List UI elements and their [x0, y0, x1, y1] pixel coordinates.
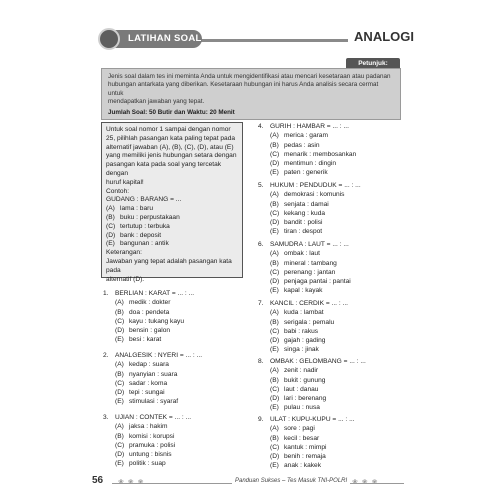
answer-option[interactable] [258, 268, 351, 277]
option-text: menarik : membosankan [284, 150, 357, 158]
question [103, 351, 202, 407]
option-letter: (E) [106, 240, 115, 248]
answer-option[interactable] [258, 277, 351, 286]
option-letter: (D) [270, 337, 280, 345]
header-title: LATIHAN SOAL [128, 33, 202, 44]
option-text: untung : bisnis [129, 451, 172, 459]
answer-option[interactable] [103, 298, 194, 307]
question-stem: KANCIL : CERDIK = ... : ... [270, 300, 348, 307]
example-option [106, 232, 238, 241]
option-letter: (D) [270, 395, 280, 403]
question-head [258, 415, 355, 424]
answer-option[interactable] [258, 443, 355, 452]
option-letter: (E) [115, 460, 124, 468]
answer-option[interactable] [103, 422, 191, 431]
option-text: mentimun : dingin [284, 160, 337, 168]
header-circle-icon [98, 28, 120, 50]
question-head [258, 181, 361, 190]
option-letter: (C) [270, 209, 280, 217]
question-head [103, 351, 202, 360]
option-text: pedas : asin [284, 141, 320, 149]
option-text: perenang : jantan [284, 268, 336, 276]
option-text: politik : suap [129, 460, 166, 468]
question-number: 9. [258, 416, 264, 423]
answer-option[interactable] [258, 366, 366, 375]
option-letter: (A) [106, 205, 115, 213]
option-letter: (C) [270, 268, 280, 276]
option-letter: (A) [115, 361, 124, 369]
answer-option[interactable] [258, 461, 355, 470]
option-text: bensin : galon [129, 327, 171, 335]
option-text: doa : pendeta [129, 308, 170, 316]
footer-ornament-icon: ❀ ❀ ❀ [352, 479, 379, 486]
question-stem: ANALGESIK : NYERI = ... : ... [115, 352, 203, 359]
option-text: anak : kakek [284, 462, 322, 470]
option-letter: (C) [270, 327, 280, 335]
answer-option[interactable] [258, 327, 348, 336]
petunjuk-line: mendapatkan jawaban yang tepat. [108, 98, 205, 106]
instruction-line: 25, pilihlah pasangan kata paling tepat pada [106, 134, 236, 142]
question-stem: HUKUM : PENDUDUK = ... : ... [270, 182, 361, 189]
option-letter: (D) [115, 389, 125, 397]
answer-option[interactable] [258, 200, 361, 209]
option-text: kecil : besar [284, 434, 320, 442]
question-stem: BERLIAN : KARAT = ... : ... [115, 290, 195, 297]
question-stem: UJIAN : CONTEK = ... : ... [115, 414, 192, 421]
option-letter: (C) [115, 379, 125, 387]
answer-option[interactable] [258, 452, 355, 461]
option-text: bukit : gunung [284, 376, 326, 384]
answer-option[interactable] [258, 159, 356, 168]
option-letter: (A) [270, 309, 279, 317]
keterangan-label: Keterangan: [106, 249, 142, 257]
option-letter: (E) [270, 404, 279, 412]
petunjuk-label: Petunjuk: [346, 58, 400, 69]
option-text: sadar : koma [129, 379, 168, 387]
question-head [258, 357, 366, 366]
option-letter: (A) [270, 250, 279, 258]
question [258, 240, 351, 296]
option-text: medik : dokter [129, 299, 171, 307]
option-letter: (C) [106, 222, 116, 230]
question [258, 299, 348, 355]
answer-option[interactable] [258, 434, 355, 443]
question-stem: OMBAK : GELOMBANG = ... : ... [270, 358, 366, 365]
question-number: 1. [103, 290, 109, 297]
page-header [98, 29, 414, 48]
option-text: kapal : kayak [284, 287, 323, 295]
option-letter: (B) [115, 370, 124, 378]
example-stem: GUDANG : BARANG = ... [106, 196, 182, 204]
answer-option[interactable] [103, 450, 191, 459]
question [258, 415, 355, 471]
answer-option[interactable] [258, 318, 348, 327]
option-letter: (C) [270, 443, 280, 451]
option-text: laut : danau [284, 385, 319, 393]
option-text: kantuk : mimpi [284, 443, 327, 451]
question-head [258, 240, 351, 249]
option-letter: (A) [270, 425, 279, 433]
answer-option[interactable] [103, 388, 202, 397]
option-letter: (B) [115, 308, 124, 316]
option-text: tertutup : terbuka [120, 222, 170, 230]
footer-text: Panduan Sukses – Tes Masuk TNI-POLRI [232, 478, 350, 484]
answer-option[interactable] [258, 150, 356, 159]
option-letter: (A) [115, 423, 124, 431]
instruction-line: Untuk soal nomor 1 sampai dengan nomor [106, 126, 231, 133]
option-text: babi : rakus [284, 327, 319, 335]
example-option [106, 223, 238, 232]
option-text: jaksa : hakim [129, 423, 168, 431]
answer-option[interactable] [103, 441, 191, 450]
option-letter: (B) [270, 141, 279, 149]
contoh-label: Contoh: [106, 187, 130, 195]
answer-option[interactable] [103, 335, 194, 344]
option-letter: (A) [270, 132, 279, 140]
question-number: 8. [258, 358, 264, 365]
answer-option[interactable] [258, 308, 348, 317]
option-text: merica : garam [284, 132, 328, 140]
option-letter: (C) [115, 441, 125, 449]
question-number: 5. [258, 182, 264, 189]
question-head [103, 289, 194, 298]
option-letter: (E) [115, 398, 124, 406]
answer-option[interactable] [258, 209, 361, 218]
option-letter: (B) [270, 259, 279, 267]
option-text: kuda : lambat [284, 309, 324, 317]
question-number: 4. [258, 123, 264, 130]
option-letter: (B) [270, 200, 279, 208]
option-letter: (B) [106, 213, 115, 221]
option-text: tiran : despot [284, 228, 323, 236]
answer-option[interactable] [103, 326, 194, 335]
answer-option[interactable] [258, 403, 366, 412]
instruction-line: alternatif jawaban (A), (B), (C), (D), atau (E) [106, 143, 234, 151]
question-head [258, 299, 348, 308]
instruction-box [101, 122, 243, 283]
option-text: serigala : pemalu [284, 318, 335, 326]
option-letter: (E) [270, 228, 279, 236]
instruction-line: pasangan kata pada soal yang tercetak dengan [106, 161, 222, 177]
question-stem: SAMUDRA : LAUT = ... : ... [270, 241, 349, 248]
option-letter: (B) [270, 434, 279, 442]
question [258, 357, 366, 413]
section-title: ANALOGI [348, 29, 418, 44]
option-text: kayu : tukang kayu [129, 317, 184, 325]
option-text: sore : pagi [284, 425, 315, 433]
option-text: nyanyian : suara [129, 370, 178, 378]
answer-option[interactable] [258, 190, 361, 199]
option-text: tepi : sungai [129, 389, 165, 397]
answer-option[interactable] [258, 131, 356, 140]
option-text: penjaga pantai : pantai [284, 278, 351, 286]
option-text: kedap : suara [129, 361, 169, 369]
answer-option[interactable] [258, 394, 366, 403]
option-text: bangunan : antik [120, 240, 169, 248]
option-text: pramuka : polisi [129, 441, 176, 449]
option-letter: (E) [115, 336, 124, 344]
answer-option[interactable] [103, 317, 194, 326]
answer-option[interactable] [258, 286, 351, 295]
keterangan-line: Jawaban yang tepat adalah pasangan kata pada [106, 257, 232, 274]
option-letter: (E) [270, 169, 279, 177]
example-option [106, 205, 238, 214]
answer-option[interactable] [103, 397, 202, 406]
answer-option[interactable] [103, 432, 191, 441]
option-letter: (D) [106, 231, 116, 239]
option-text: benih : remaja [284, 453, 326, 461]
option-text: bandit : polisi [284, 219, 323, 227]
option-text: stimulasi : syaraf [129, 398, 179, 406]
option-text: demokrasi : komunis [284, 191, 345, 199]
option-letter: (D) [270, 160, 280, 168]
option-letter: (E) [270, 462, 279, 470]
answer-option[interactable] [258, 336, 348, 345]
example-option [106, 240, 238, 249]
answer-option[interactable] [103, 308, 194, 317]
page-number: 56 [92, 475, 104, 486]
question-number: 6. [258, 241, 264, 248]
answer-option[interactable] [258, 385, 366, 394]
keterangan-line: alternatif (D). [106, 275, 145, 283]
petunjuk-box [101, 68, 401, 120]
petunjuk-line: hubungan antarkata yang diberikan. Kesetaraan hubungan ini harus Anda analisis secara cermat untuk [108, 81, 379, 97]
option-letter: (D) [270, 219, 280, 227]
option-text: besi : karat [129, 336, 162, 344]
option-text: senjata : damai [284, 200, 329, 208]
option-letter: (A) [270, 191, 279, 199]
question-stem: GURIH : HAMBAR = ... : ... [270, 123, 349, 130]
question [103, 289, 194, 345]
instruction-line: huruf kapital! [106, 178, 144, 186]
option-text: lari : berenang [284, 395, 327, 403]
answer-option[interactable] [258, 424, 355, 433]
question-stem: ULAT : KUPU-KUPU = ... : ... [270, 416, 355, 423]
option-letter: (B) [270, 318, 279, 326]
option-text: buku : perpustakaan [120, 213, 180, 221]
question-number: 7. [258, 300, 264, 307]
option-letter: (C) [270, 150, 280, 158]
question [258, 181, 361, 237]
answer-option[interactable] [258, 249, 351, 258]
question [258, 122, 356, 178]
petunjuk-line: Jenis soal dalam tes ini meminta Anda untuk mengidentifikasi atau mencari kesetaraan atau padanan [108, 73, 391, 80]
instruction-line: yang memiliki jenis hubungan setara dengan [106, 152, 237, 160]
option-letter: (D) [115, 451, 125, 459]
option-text: ombak : laut [284, 250, 320, 258]
answer-option[interactable] [258, 259, 351, 268]
answer-option[interactable] [103, 459, 191, 468]
answer-option[interactable] [103, 370, 202, 379]
answer-option[interactable] [258, 345, 348, 354]
answer-option[interactable] [103, 379, 202, 388]
option-letter: (D) [270, 453, 280, 461]
option-letter: (D) [115, 327, 125, 335]
answer-option[interactable] [103, 360, 202, 369]
option-text: gajah : gading [284, 337, 326, 345]
question-number: 3. [103, 414, 109, 421]
option-letter: (C) [270, 385, 280, 393]
petunjuk-jumlah: Jumlah Soal: 50 Butir dan Waktu: 20 Menit [108, 108, 235, 116]
answer-option[interactable] [258, 376, 366, 385]
option-text: paten : generik [284, 169, 328, 177]
question-head [258, 122, 356, 131]
answer-option[interactable] [258, 227, 361, 236]
answer-option[interactable] [258, 218, 361, 227]
option-text: mineral : tambang [284, 259, 337, 267]
option-letter: (B) [115, 432, 124, 440]
question [103, 413, 191, 469]
option-text: bank : deposit [120, 231, 162, 239]
question-head [103, 413, 191, 422]
question-number: 2. [103, 352, 109, 359]
option-text: pulau : nusa [284, 404, 320, 412]
option-letter: (D) [270, 278, 280, 286]
example-option [106, 214, 238, 223]
footer-ornament-icon: ❀ ❀ ❀ [118, 479, 145, 486]
option-letter: (B) [270, 376, 279, 384]
option-text: zenit : nadir [284, 367, 319, 375]
answer-option[interactable] [258, 141, 356, 150]
option-text: komisi : korupsi [129, 432, 175, 440]
option-letter: (E) [270, 287, 279, 295]
option-letter: (C) [115, 317, 125, 325]
option-letter: (E) [270, 346, 279, 354]
option-letter: (A) [115, 299, 124, 307]
option-text: lama : baru [120, 205, 153, 213]
option-text: singa : jinak [284, 346, 319, 354]
answer-option[interactable] [258, 168, 356, 177]
option-letter: (A) [270, 367, 279, 375]
option-text: kekang : kuda [284, 209, 326, 217]
